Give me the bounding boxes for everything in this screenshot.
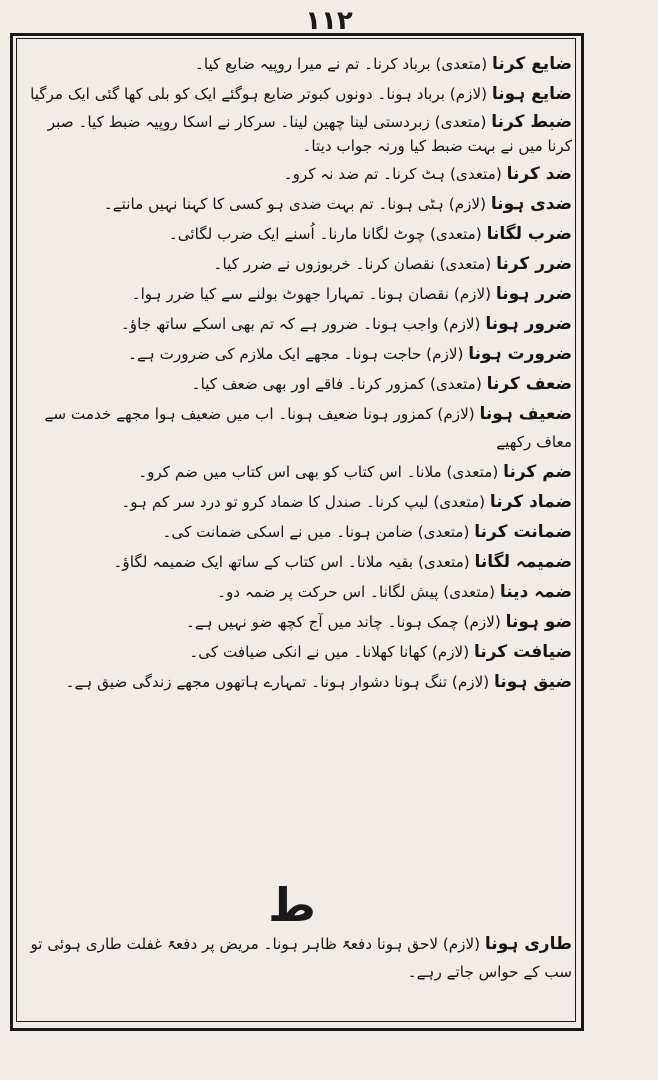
entry-definition: (متعدی) برباد کرنا۔ تم نے میرا روپیہ ضایع کیا۔ [194,55,493,73]
entry [20,400,572,456]
entry-definition: (متعدی) پیش لگانا۔ اس حرکت پر ضمہ دو۔ [217,583,500,601]
entry-word: ضمانت کرنا [474,522,572,542]
entry [20,608,572,636]
entry-definition: (لازم) واجب ہونا۔ ضرور ہے کہ تم بھی اسکے ساتھ جاؤ۔ [120,315,486,333]
entry-definition: (لازم) کمزور ہونا ضعیف ہونا۔ اب میں ضعیف ہوا مجھے خدمت سے معاف رکھیے [44,405,572,451]
entry-definition: (لازم) نقصان ہونا۔ تمہارا جھوٹ بولنے سے کیا ضرر ہوا۔ [131,285,496,303]
entry-word: ضایع کرنا [492,54,572,74]
entry-word: ضدی ہونا [490,194,572,214]
entry-definition: (لازم) لاحق ہونا دفعۃً ظاہر ہونا۔ مریض پر دفعۃً غفلت طاری ہوئی تو سب کے حواس جاتے رہے۔ [30,935,572,981]
entry-definition: (لازم) چمک ہونا۔ چاند میں آج کچھ ضو نہیں ہے۔ [185,613,506,631]
section-letter-heading: ط [268,878,316,932]
dictionary-entries [20,50,572,870]
entry-word: ضعف کرنا [486,374,572,394]
entry-definition: (متعدی) ہٹ کرنا۔ تم ضد نہ کرو۔ [283,165,507,183]
entry [20,220,572,248]
entry-definition: (متعدی) ضامن ہونا۔ میں نے اسکی ضمانت کی۔ [162,523,475,541]
entry [20,668,572,696]
entry [20,110,572,158]
entry [20,310,572,338]
entry-definition: (متعدی) کمزور کرنا۔ فاقے اور بھی ضعف کیا۔ [191,375,487,393]
entry [20,548,572,576]
entry-word: ضم کرنا [503,462,572,482]
entry-word: ضعیف ہونا [479,404,572,424]
entry-word: ضد کرنا [506,164,572,184]
section-entries [20,930,572,1022]
entry [20,488,572,516]
entry [20,340,572,368]
entry-word: ضو ہونا [505,612,572,632]
entry-word: طاری ہونا [484,934,572,954]
entry-definition: (متعدی) ملانا۔ اس کتاب کو بھی اس کتاب میں ضم کرو۔ [138,463,504,481]
entry-word: ضایع ہونا [491,84,572,104]
page-number: ۱۱۲ [305,6,353,36]
entry-definition: (لازم) کھانا کھلانا۔ میں نے انکی ضیافت کی۔ [189,643,474,661]
entry-word: ضرر ہونا [495,284,572,304]
entry [20,80,572,108]
entry [20,190,572,218]
entry-definition: (متعدی) لیپ کرنا۔ صندل کا ضماد کرو تو درد سر کم ہو۔ [121,493,490,511]
entry [20,578,572,606]
entry-word: ضیق ہونا [494,672,572,692]
entry-definition: (لازم) ہٹی ہونا۔ تم بہت ضدی ہو کسی کا کہنا نہیں مانتے۔ [103,195,491,213]
entry-word: ضبط کرنا [491,112,572,132]
entry-definition: (متعدی) زبردستی لینا چھین لینا۔ سرکار نے اسکا روپیہ ضبط کیا۔ صبر کرنا میں نے بہت ضبط کیا ورنہ جواب دیتا۔ [47,113,572,155]
entry-word: ضرب لگانا [486,224,572,244]
entry-definition: (متعدی) نقصان کرنا۔ خربوزوں نے ضرر کیا۔ [213,255,497,273]
entry [20,370,572,398]
entry-definition: (لازم) حاجت ہونا۔ مجھے ایک ملازم کی ضرورت ہے۔ [128,345,469,363]
entry-word: ضیافت کرنا [473,642,572,662]
entry [20,50,572,78]
entry [20,930,572,986]
entry-definition: (متعدی) بقیہ ملانا۔ اس کتاب کے ساتھ ایک ضمیمہ لگاؤ۔ [113,553,475,571]
entry [20,280,572,308]
entry-definition: (لازم) برباد ہونا۔ دونوں کبوتر ضایع ہوگئے ایک کو بلی کھا گئی ایک مرگیا [30,85,492,103]
entry-word: ضرور ہونا [485,314,572,334]
entry [20,250,572,278]
entry-definition: (لازم) تنگ ہونا دشوار ہونا۔ تمہارے ہاتھوں مجھے زندگی ضیق ہے۔ [65,673,494,691]
entry [20,518,572,546]
entry-word: ضمیمہ لگانا [474,552,572,572]
entry [20,160,572,188]
entry [20,638,572,666]
entry-word: ضرورت ہونا [468,344,572,364]
entry-word: ضمہ دینا [499,582,572,602]
entry-word: ضماد کرنا [489,492,572,512]
entry-word: ضرر کرنا [496,254,572,274]
entry-definition: (متعدی) چوٹ لگانا مارنا۔ اُسنے ایک ضرب لگائی۔ [168,225,487,243]
entry [20,458,572,486]
